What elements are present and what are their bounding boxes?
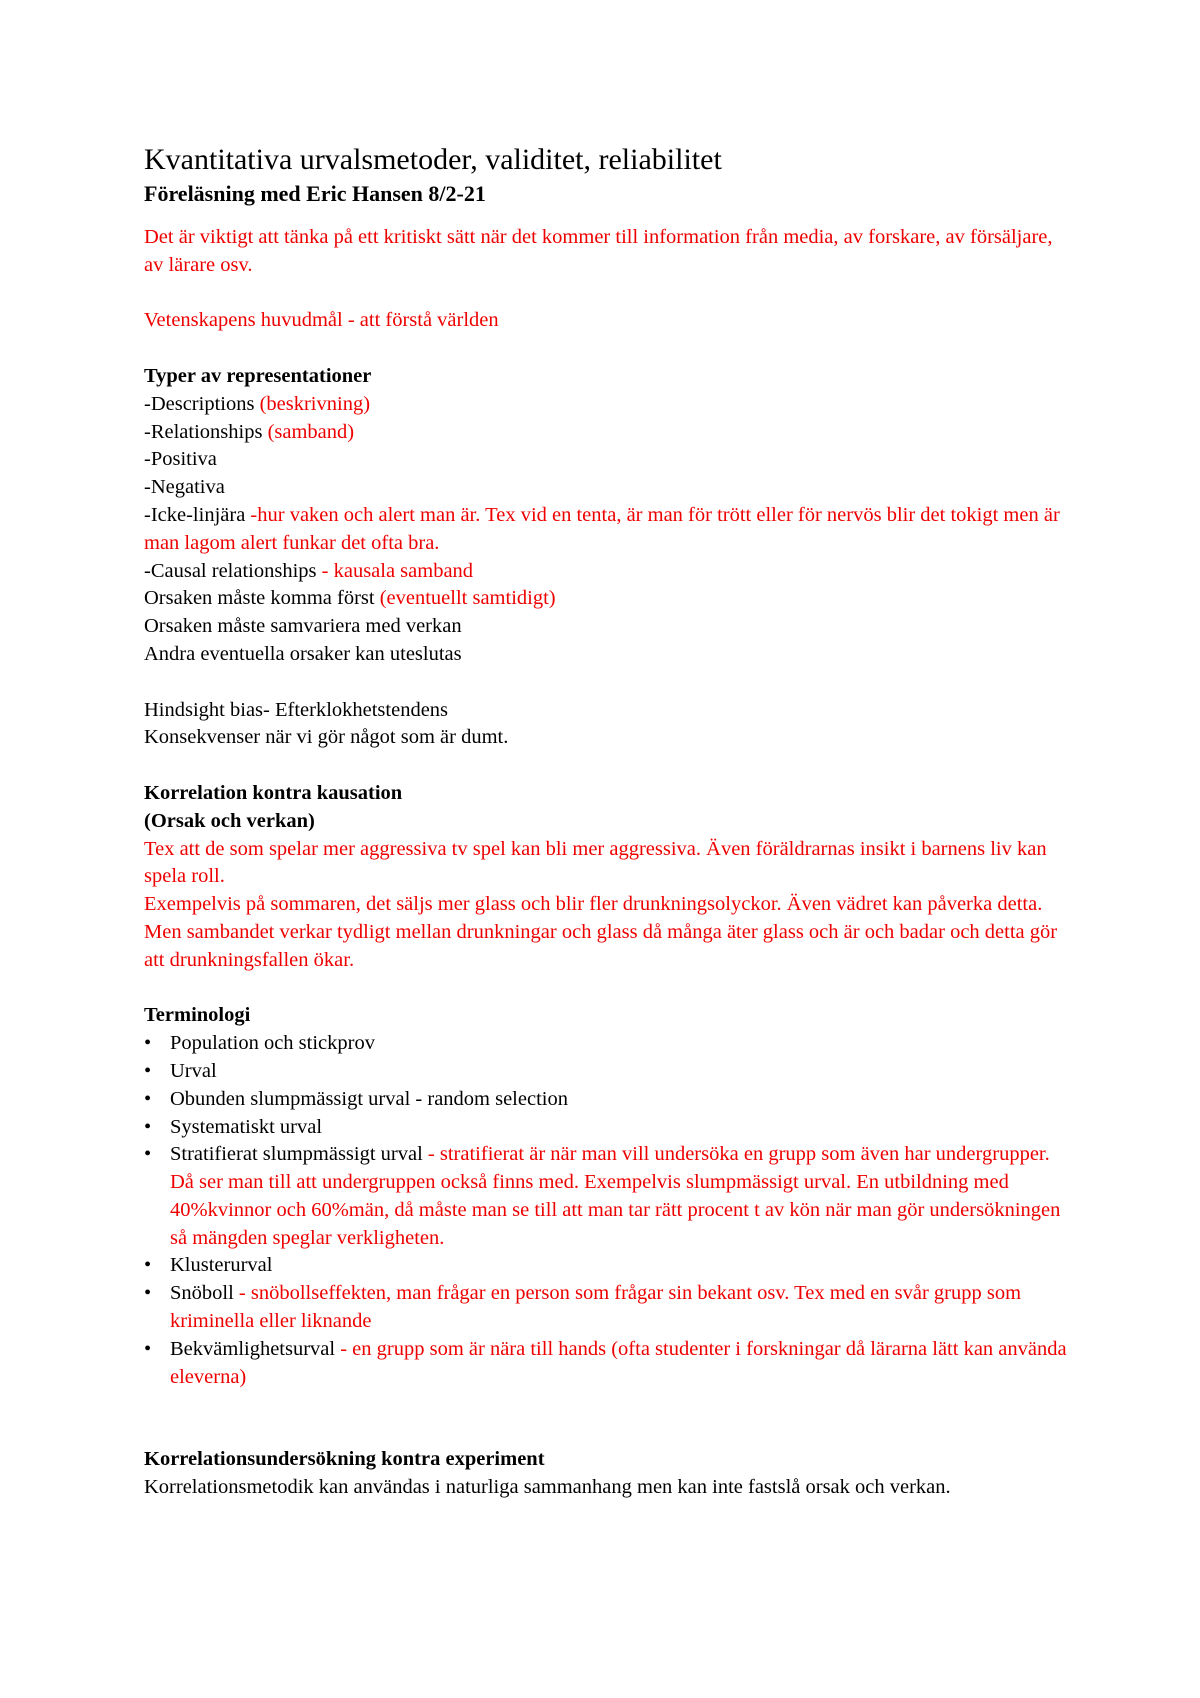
terminology-term: Urval — [170, 1059, 217, 1082]
science-aim-line: Vetenskapens huvudmål - att förstå världen — [144, 309, 499, 332]
terminology-item — [144, 1280, 1074, 1336]
correlation-paragraph-2: Exempelvis på sommaren, det säljs mer glass och blir fler drunkningsolyckor. Även vädret kan påverka detta. Men sambandet verkar tydligt mellan drunkningar och glass då många äter glass och är och badar och detta gör att drunkningsfallen ökar. — [144, 893, 1058, 971]
bullet-icon: • — [144, 1087, 152, 1110]
bullet-icon: • — [144, 1032, 152, 1055]
experiment-paragraph: Korrelationsmetodik kan användas i naturliga sammanhang men kan inte fastslå orsak och verkan. — [144, 1476, 951, 1499]
terminology-note: - en grupp som är nära till hands (ofta studenter i forskningar då lärarna lätt kan använda eleverna) — [170, 1337, 1067, 1388]
hindsight-line: Hindsight bias- Efterklokhetstendens — [144, 698, 449, 721]
intro-critical-paragraph: Det är viktigt att tänka på ett kritiskt sätt när det kommer till information från media, av forskare, av försäljare, av lärare osv. — [144, 226, 1053, 276]
document-subtitle: Föreläsning med Eric Hansen 8/2-21 — [144, 181, 486, 206]
bullet-icon: • — [144, 1115, 152, 1138]
document-page — [144, 142, 1074, 1502]
orsaken-forst-line: Orsaken måste komma först (eventuellt samtidigt) — [144, 587, 556, 610]
terminology-note: - snöbollseffekten, man frågar en person som frågar sin bekant osv. Tex med en svår grupp som kriminella eller liknande — [170, 1282, 1022, 1333]
uteslutas-line: Andra eventuella orsaker kan uteslutas — [144, 642, 462, 665]
causal-line: -Causal relationships - kausala samband — [144, 559, 474, 582]
bullet-icon: • — [144, 1282, 152, 1305]
bullet-icon: • — [144, 1143, 152, 1166]
representations-heading: Typer av representationer — [144, 364, 372, 387]
terminology-term: Obunden slumpmässigt urval - random selection — [170, 1087, 568, 1110]
terminology-term: Snöboll — [170, 1282, 239, 1305]
correlation-heading: Korrelation kontra kausation — [144, 781, 403, 804]
descriptions-line: -Descriptions (beskrivning) — [144, 392, 371, 415]
correlation-subheading: (Orsak och verkan) — [144, 809, 315, 832]
terminology-heading: Terminologi — [144, 1004, 251, 1027]
correlation-paragraph-1: Tex att de som spelar mer aggressiva tv spel kan bli mer aggressiva. Även föräldrarnas insikt i barnens liv kan spela roll. — [144, 837, 1047, 888]
terminology-term: Systematiskt urval — [170, 1115, 323, 1138]
bullet-icon: • — [144, 1059, 152, 1082]
negativa-line: -Negativa — [144, 476, 225, 499]
terminology-item — [144, 1030, 1074, 1058]
terminology-item — [144, 1141, 1074, 1252]
terminology-term: Stratifierat slumpmässigt urval — [170, 1143, 428, 1166]
document-title: Kvantitativa urvalsmetoder, validitet, reliabilitet — [144, 143, 722, 176]
relationships-line: -Relationships (samband) — [144, 420, 355, 443]
terminology-term: Bekvämlighetsurval — [170, 1337, 341, 1360]
terminology-item — [144, 1336, 1074, 1392]
bullet-icon: • — [144, 1254, 152, 1277]
terminology-note: - stratifierat är när man vill undersöka en grupp som även har undergrupper. Då ser man till att undergruppen också finns med. Exempelvis slumpmässigt urval. En utbildning med 40%kvinnor och 60%män, då måste man se till att man tar rätt procent t av kön när man gör undersökningen så mängden speglar verkligheten. — [170, 1143, 1061, 1249]
terminology-item — [144, 1086, 1074, 1114]
icke-linjara-line: -Icke-linjära -hur vaken och alert man är. Tex vid en tenta, är man för trött eller för nervös blir det tokigt men är man lagom alert funkar det ofta bra. — [144, 503, 1060, 554]
terminology-item — [144, 1058, 1074, 1086]
konsekvenser-line: Konsekvenser när vi gör något som är dumt. — [144, 726, 509, 749]
terminology-item — [144, 1114, 1074, 1142]
positiva-line: -Positiva — [144, 448, 217, 471]
terminology-list — [144, 1030, 1074, 1391]
terminology-term: Klusterurval — [170, 1254, 273, 1277]
experiment-heading: Korrelationsundersökning kontra experiment — [144, 1448, 545, 1471]
terminology-item — [144, 1252, 1074, 1280]
terminology-term: Population och stickprov — [170, 1032, 375, 1055]
bullet-icon: • — [144, 1337, 152, 1360]
samvariera-line: Orsaken måste samvariera med verkan — [144, 615, 462, 638]
